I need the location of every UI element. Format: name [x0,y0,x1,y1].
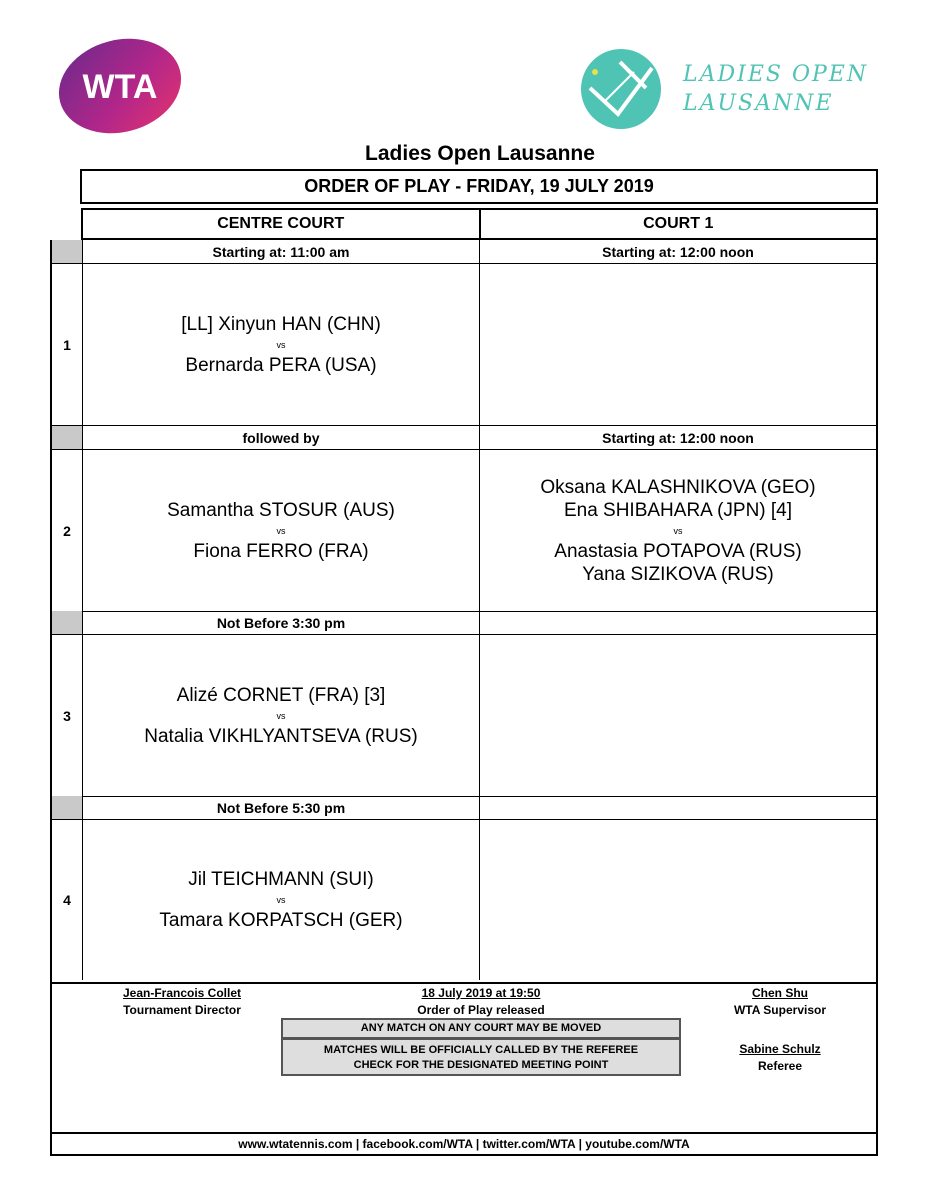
player-name: Ena SHIBAHARA (JPN) [4] [563,499,793,521]
wta-logo [57,38,183,134]
centre-court-time: Starting at: 11:00 am [83,240,480,263]
release-info [331,986,631,1017]
slot-number: 2 [52,450,83,611]
vs-label: vs [276,339,286,350]
vs-label: vs [276,895,286,905]
court-header-row [81,208,878,240]
court1-match [480,635,876,796]
slot-gray-marker [52,611,83,634]
order-of-play-title: ORDER OF PLAY - FRIDAY, 19 JULY 2019 [80,169,878,204]
referee-signature [680,1042,880,1073]
centre-court-match [83,635,480,796]
wordmark-line-2: LAUSANNE [683,91,834,116]
slot-match-row [52,450,876,612]
svg-text:WTA: WTA [82,68,158,106]
court1-match [480,264,876,425]
court1-time: Starting at: 12:00 noon [602,243,754,260]
player-name: Natalia VIKHLYANTSEVA (RUS) [144,725,418,747]
slot-time-row [52,426,876,450]
slot-time-row [52,611,876,635]
player-name: Fiona FERRO (FRA) [193,540,369,562]
player-name: [LL] Xinyun HAN (CHN) [181,313,381,335]
director-signature [82,986,282,1017]
slot-gray-marker [52,240,83,263]
ladies-open-emblem [580,48,662,130]
vs-label: vs [673,525,683,536]
centre-court-time: followed by [83,426,480,449]
court1-time: Starting at: 12:00 noon [602,429,754,446]
slot-time-row [52,796,876,820]
director-role: Tournament Director [123,1003,241,1017]
release-date: 18 July 2019 at 19:50 [421,986,541,1000]
slot-number: 3 [52,635,83,796]
slot-gray-marker [52,426,83,449]
schedule-grid [50,208,878,980]
match-slot [52,240,876,425]
player-name: Tamara KORPATSCH (GER) [159,910,403,931]
notice-called-line-2: CHECK FOR THE DESIGNATED MEETING POINT [353,1059,609,1071]
player-name: Anastasia POTAPOVA (RUS) [554,540,802,562]
centre-court-match [83,264,480,425]
slot-match-row [52,635,876,797]
court1-time [480,611,876,634]
referee-role: Referee [757,1059,803,1073]
slot-gray-marker [52,796,83,819]
court-header-centre: CENTRE COURT [83,210,481,238]
slot-match-row [52,820,876,980]
player-name: Oksana KALASHNIKOVA (GEO) [540,476,816,498]
supervisor-signature [680,986,880,1017]
schedule-body [50,240,878,984]
match-slot [52,796,876,980]
player-name: Jil TEICHMANN (SUI) [188,869,374,890]
supervisor-name: Chen Shu [752,986,808,1000]
notice-called-line-1: MATCHES WILL BE OFFICIALLY CALLED BY THE REFEREE [323,1044,639,1056]
slot-number: 4 [52,820,83,980]
release-label: Order of Play released [417,1003,545,1017]
court1-time [480,796,876,819]
ladies-open-wordmark [683,60,883,118]
vs-label: vs [276,525,286,536]
slot-match-row [52,264,876,426]
notice-called [281,1038,681,1076]
player-name: Bernarda PERA (USA) [185,354,377,376]
match-slot [52,426,876,611]
vs-label: vs [276,710,286,721]
footer [50,980,878,1156]
court1-match [480,820,876,980]
social-links: www.wtatennis.com | facebook.com/WTA | twitter.com/WTA | youtube.com/WTA [52,1132,876,1154]
centre-court-match [83,820,480,980]
event-title: Ladies Open Lausanne [365,142,595,165]
notice-moved: ANY MATCH ON ANY COURT MAY BE MOVED [281,1018,681,1039]
centre-court-match [83,450,480,611]
slot-number: 1 [52,264,83,425]
director-name: Jean-Francois Collet [122,986,242,1000]
court1-match [480,450,876,611]
supervisor-role: WTA Supervisor [733,1003,826,1017]
referee-name: Sabine Schulz [739,1042,821,1056]
wordmark-line-1: LADIES OPEN [683,62,869,87]
match-slot [52,611,876,796]
slot-time-row [52,240,876,264]
player-name: Yana SIZIKOVA (RUS) [582,563,774,585]
centre-court-time: Not Before 3:30 pm [83,611,480,634]
player-name: Samantha STOSUR (AUS) [167,499,395,521]
centre-court-time: Not Before 5:30 pm [83,796,480,819]
court-header-court1: COURT 1 [643,215,714,232]
player-name: Alizé CORNET (FRA) [3] [176,684,386,706]
